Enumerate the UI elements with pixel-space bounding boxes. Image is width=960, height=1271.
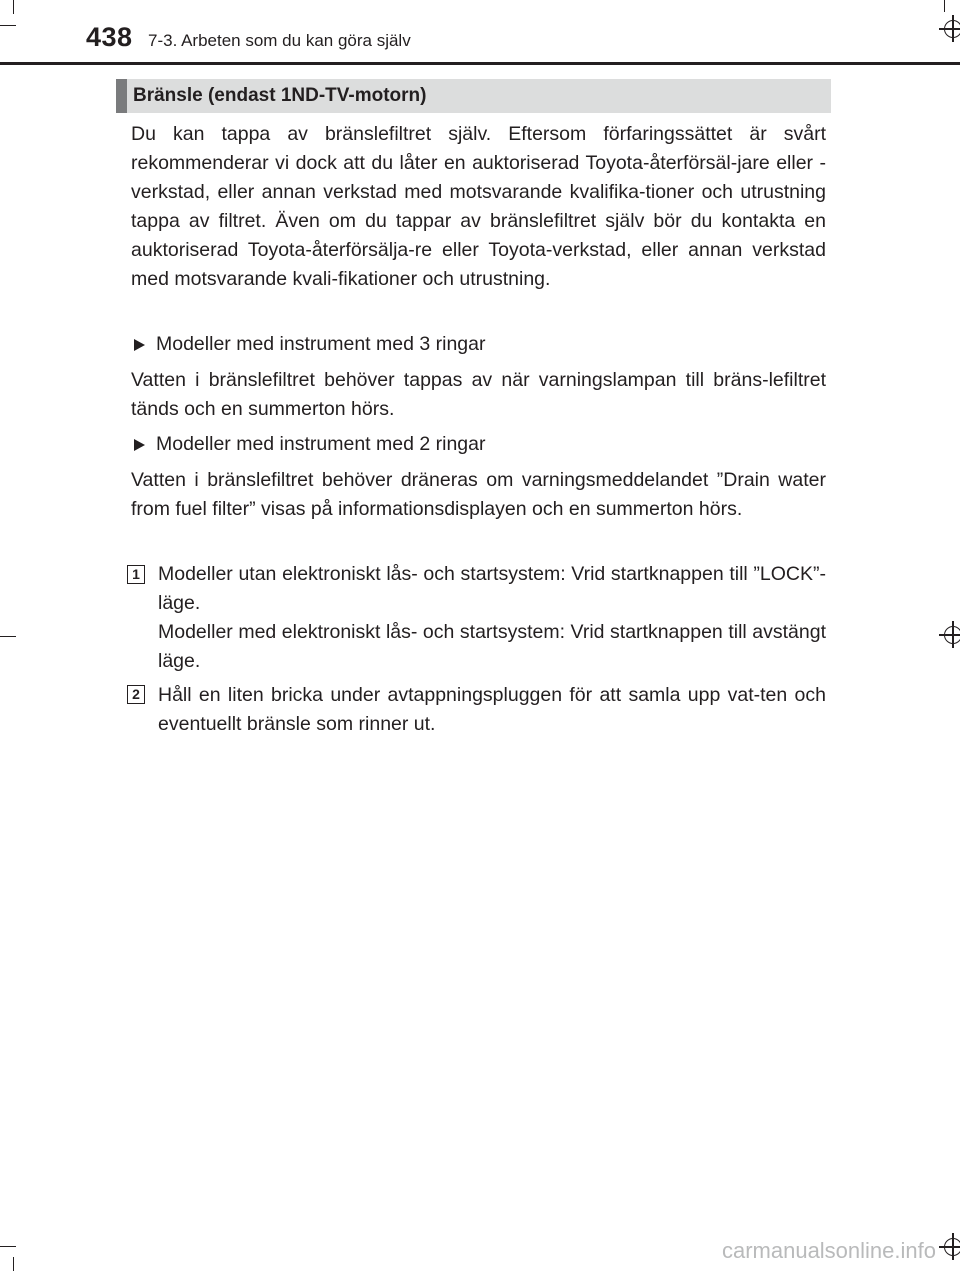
step-number-badge: 2: [127, 685, 145, 704]
section-heading-band: [116, 79, 831, 113]
step-2-line-1: Håll en liten bricka under avtappningspluggen för att samla upp vat-ten och eventuellt bränsle som rinner ut.: [158, 684, 826, 735]
step-1-line-1: Modeller utan elektroniskt lås- och startsystem: Vrid startknappen till ”LOCK”-läge.: [158, 563, 826, 614]
triangle-bullet-icon: [134, 439, 145, 451]
model-text: Vatten i bränslefiltret behöver dräneras om varningsmeddelandet ”Drain water from fuel filter” visas på informationsdisplayen och en summerton hörs.: [131, 469, 826, 520]
step-1-line-2: Modeller med elektroniskt lås- och startsystem: Vrid startknappen till avstängt läge.: [158, 621, 826, 672]
intro-text: Du kan tappa av bränslefiltret själv. Eftersom förfaringssättet är svårt rekommenderar vi dock att du låter en auktoriserad Toyota-återförsäl-jare eller -verkstad, eller annan verkstad med motsvarande kvalifika-tioner och utrustning tappa av filtret. Även om du tappar av bränslefiltret själv bör du kontakta en auktoriserad Toyota-återförsälja-re eller Toyota-verkstad, eller annan verkstad med motsvarande kvali-fikationer och utrustning.: [131, 123, 826, 290]
section-heading-accent: [116, 79, 127, 113]
crop-mark-top-right: [944, 0, 945, 12]
model-paragraph-2-rings: [131, 466, 826, 524]
registration-mark-bottom-right: [944, 1238, 960, 1256]
watermark: carmanualsonline.info: [721, 1238, 936, 1263]
chapter-title: 7-3. Arbeten som du kan göra själv: [148, 31, 411, 50]
model-heading-text: Modeller med instrument med 3 ringar: [156, 333, 486, 355]
model-paragraph-3-rings: [131, 366, 826, 424]
header-rule: [0, 62, 960, 65]
crop-mark-bottom-left: [0, 1246, 16, 1247]
intro-paragraph: [131, 120, 826, 294]
page-number: 438: [86, 22, 133, 52]
step-1: [158, 560, 826, 676]
model-text: Vatten i bränslefiltret behöver tappas av när varningslampan till bräns-lefiltret tänds och en summerton hörs.: [131, 369, 826, 420]
step-number-badge: 1: [127, 565, 145, 584]
crop-mark-top-left: [0, 25, 16, 26]
model-heading-text: Modeller med instrument med 2 ringar: [156, 433, 486, 455]
step-2: [158, 681, 826, 739]
crop-mark-mid-left: [0, 636, 16, 637]
model-heading-2-rings: [131, 430, 485, 459]
registration-mark-mid-right: [944, 626, 960, 644]
triangle-bullet-icon: [134, 339, 145, 351]
section-title: Bränsle (endast 1ND-TV-motorn): [133, 85, 427, 106]
model-heading-3-rings: [131, 330, 485, 359]
crop-mark-bottom-left-v: [13, 1257, 14, 1271]
crop-mark-top-left-v: [13, 0, 14, 14]
registration-mark-top-right: [944, 20, 960, 38]
